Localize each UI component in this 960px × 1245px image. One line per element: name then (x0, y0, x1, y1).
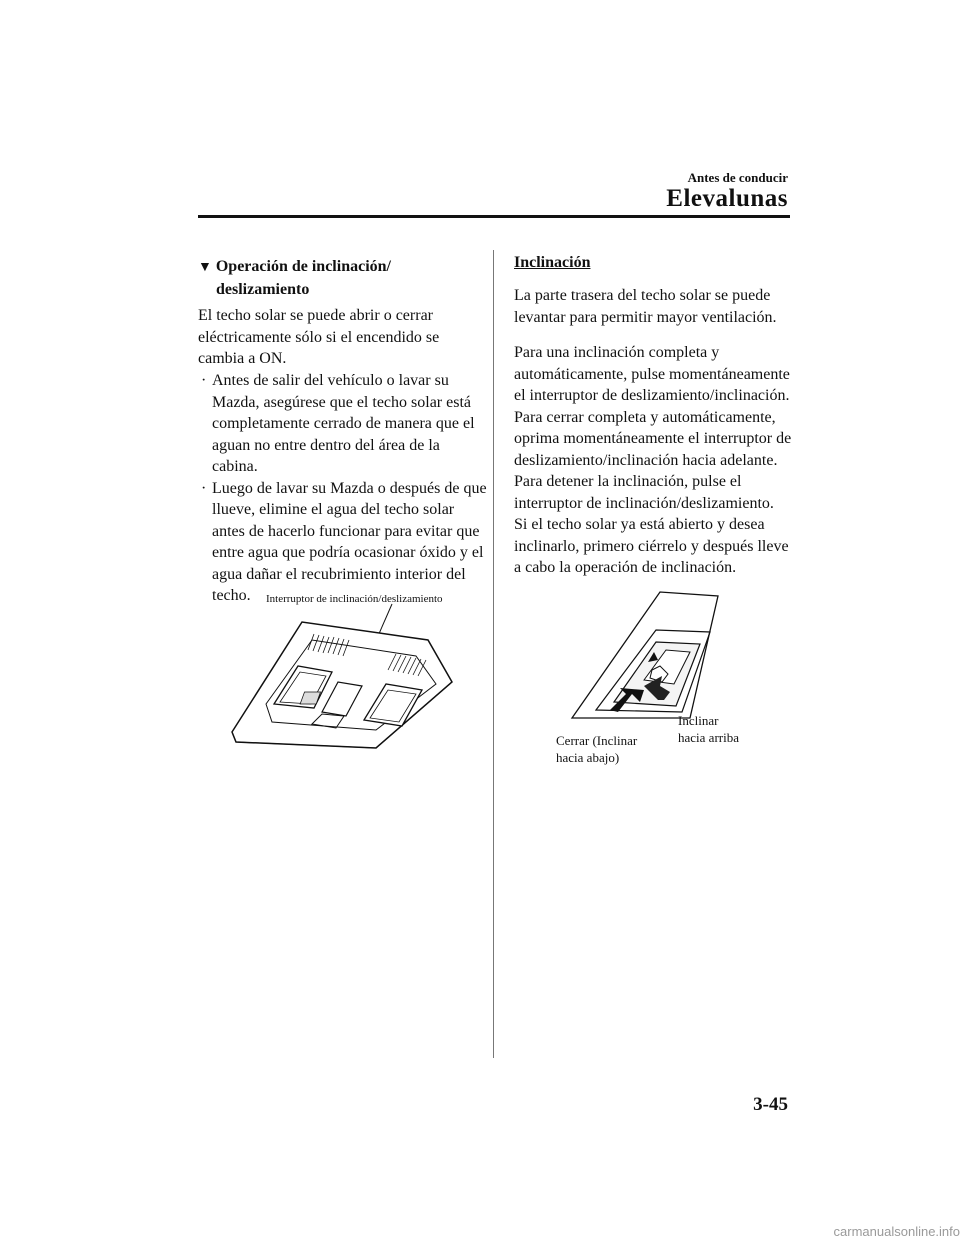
tilt-switch-illustration (570, 590, 730, 722)
list-item-text: Antes de salir del vehículo o lavar su Mazda, asegúrese que el techo solar está completamente cerrado de manera que el aguan no entre dentro del área de la cabina. (212, 372, 475, 475)
section-heading-line2: deslizamiento (216, 281, 310, 298)
column-divider (493, 250, 494, 1058)
subsection-heading: Inclinación (514, 254, 591, 271)
page-number: 3-45 (753, 1094, 788, 1115)
intro-paragraph: El techo solar se puede abrir o cerrar eléctricamente sólo si el encendido se cambia a ON. (198, 307, 440, 367)
list-item (198, 478, 488, 607)
bullet-icon: · (201, 372, 207, 389)
tilt-up-label-line2: hacia arriba (678, 730, 739, 745)
tilt-up-label (678, 712, 739, 746)
tilt-down-label (556, 732, 637, 766)
page-title: Elevalunas (666, 185, 788, 212)
section-heading (198, 256, 391, 301)
description-paragraph: La parte trasera del techo solar se puede levantar para permitir mayor ventilación. (514, 287, 777, 326)
section-name: Antes de conducir (687, 170, 788, 185)
header-rule (198, 215, 790, 218)
triangle-marker-icon: ▼ (198, 260, 212, 275)
section-heading-line1: Operación de inclinación/ (215, 258, 391, 275)
tilt-up-label-line1: Inclinar (678, 713, 719, 728)
tilt-down-label-line2: hacia abajo) (556, 750, 620, 765)
tilt-down-label-line1: Cerrar (Inclinar (556, 733, 638, 748)
caution-list (198, 370, 488, 607)
instructions-paragraph: Para una inclinación completa y automáticamente, pulse momentáneamente el interruptor de deslizamiento/inclinación. Para cerrar completa y automáticamente, oprima momentáneamente el interruptor de deslizamiento/inclinación hacia adelante. Para detener la inclinación, pulse el interruptor de inclinación/deslizamiento. Si el techo solar ya está abierto y desea inclinarlo, primero ciérrelo y después lleve a cabo la operación de inclinación. (514, 344, 792, 576)
figure-callout-label: Interruptor de inclinación/deslizamiento (266, 593, 443, 605)
watermark: carmanualsonline.info (833, 1224, 960, 1239)
overhead-console-illustration (226, 600, 458, 752)
list-item (198, 370, 488, 478)
bullet-icon: · (201, 479, 207, 497)
list-item-text: Luego de lavar su Mazda o después de que llueve, elimine el agua del techo solar antes de hacerlo funcionar para evitar que entre agua que podría ocasionar óxido y el agua dañar el recubrimiento interior del techo. (212, 479, 487, 604)
